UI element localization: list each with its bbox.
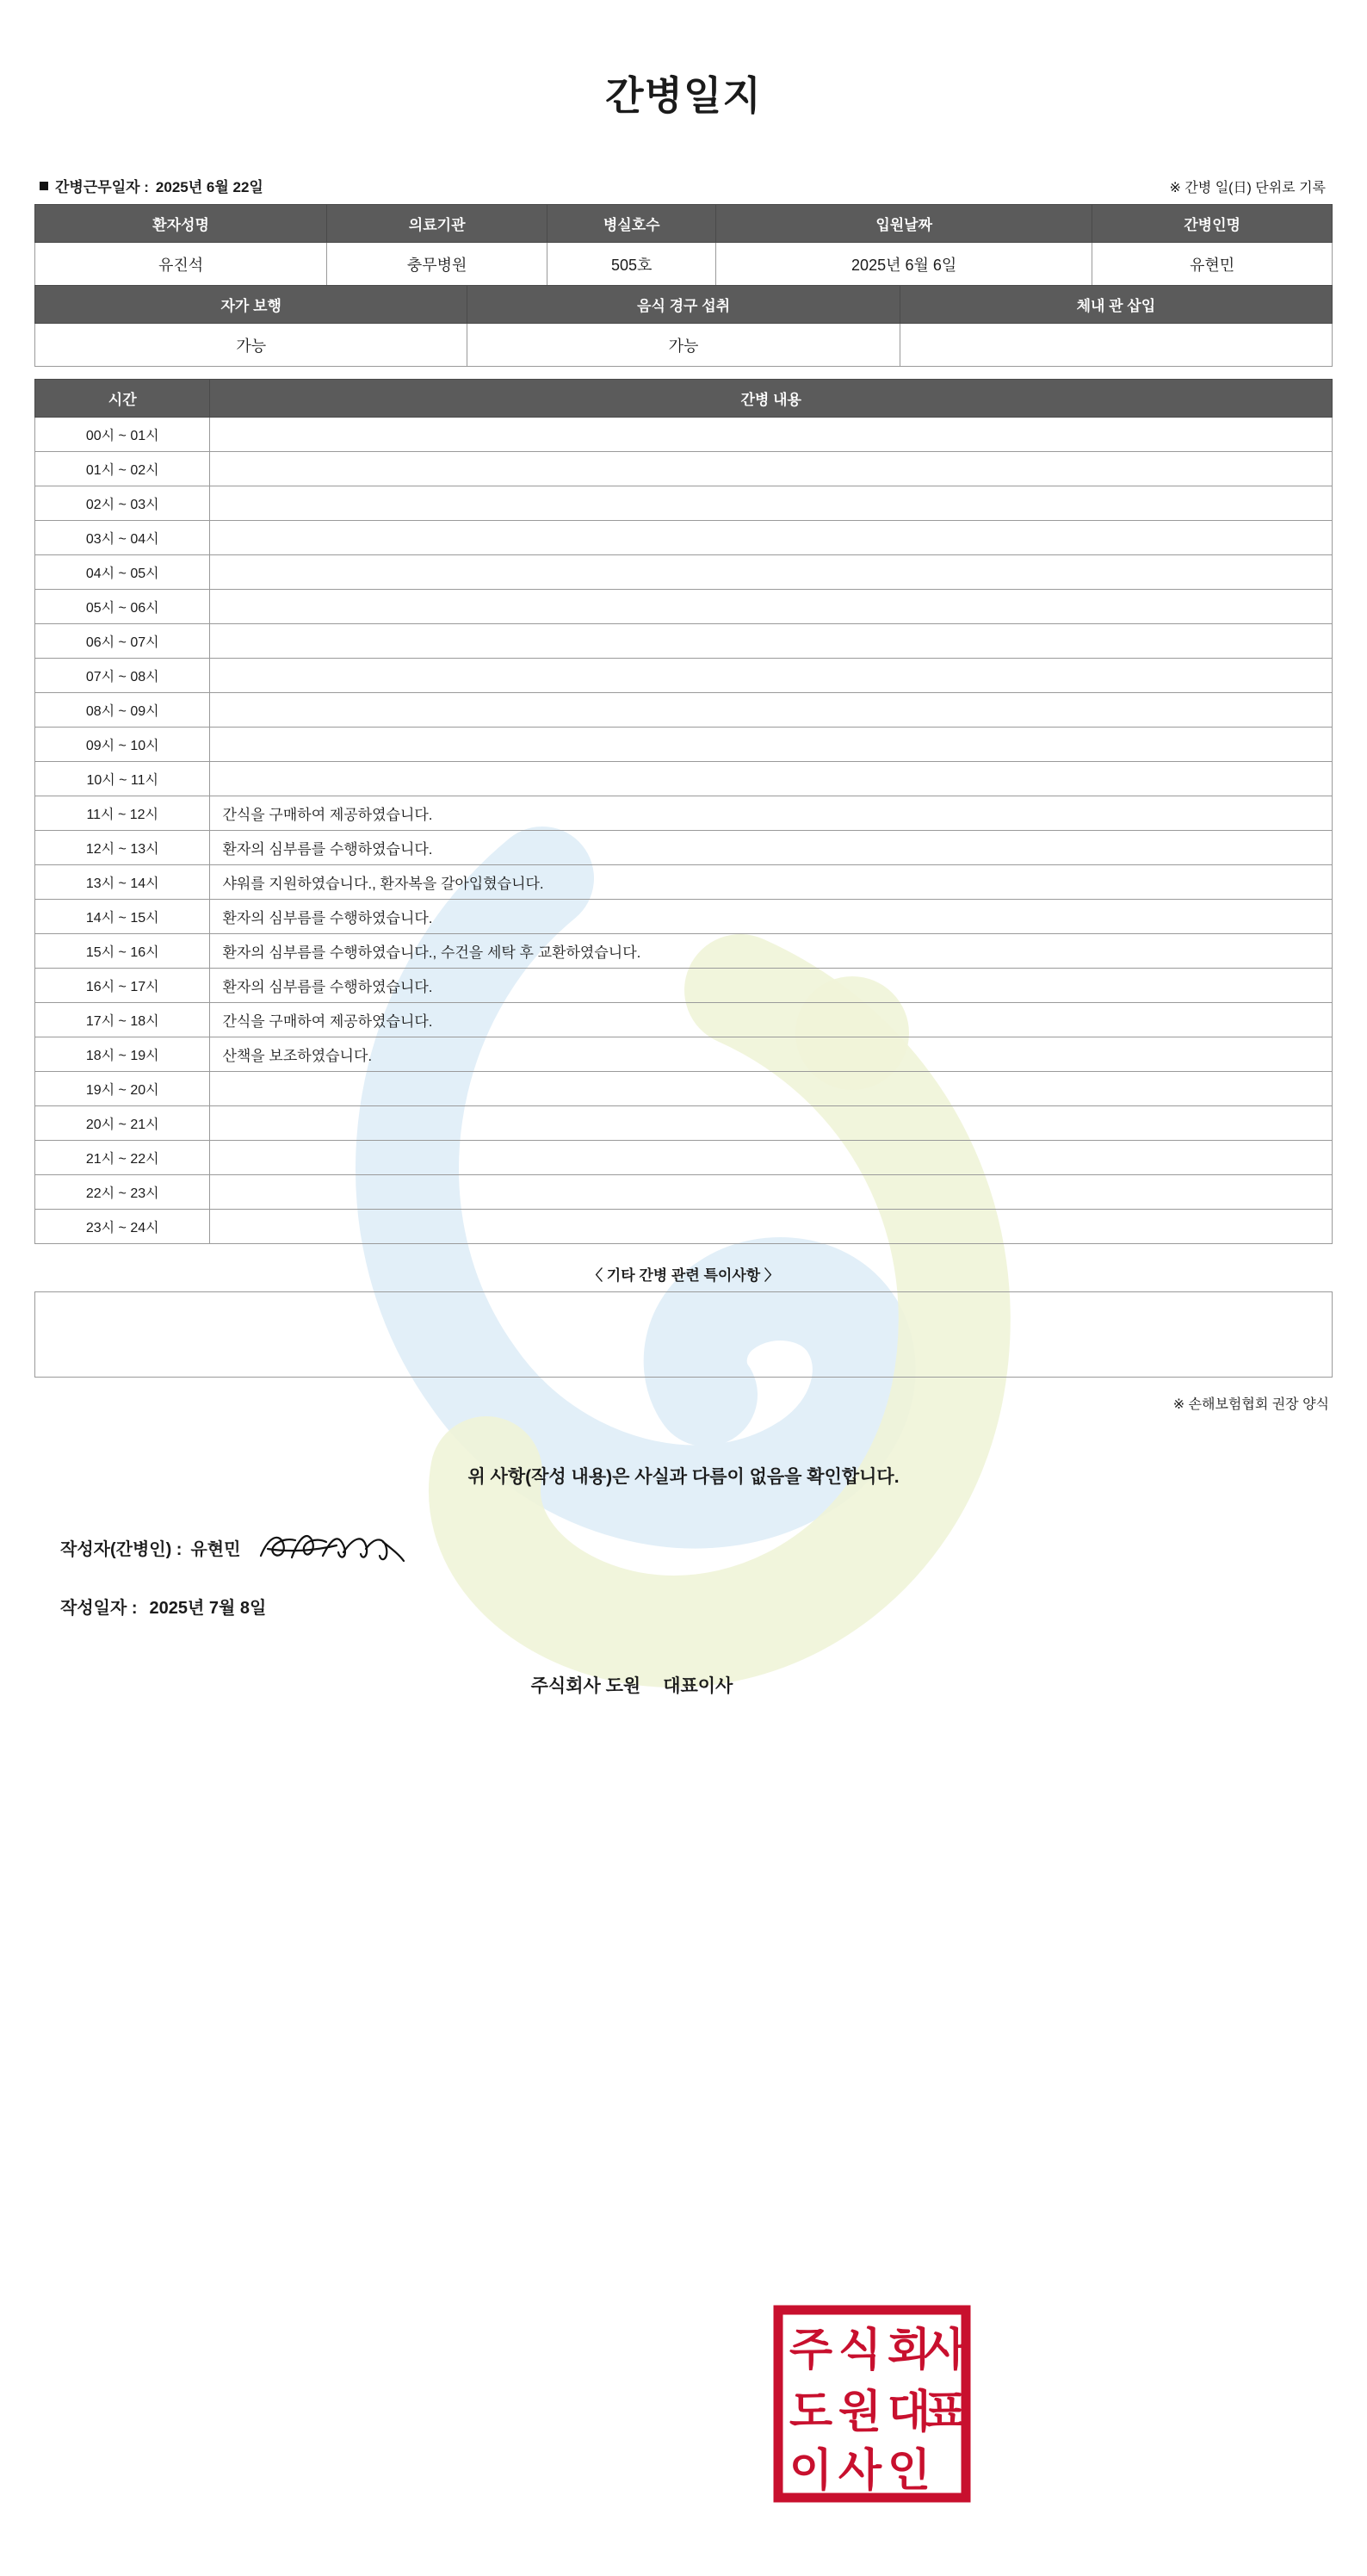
th-oral-intake: 음식 경구 섭취: [467, 286, 900, 324]
row-content[interactable]: [210, 1106, 1333, 1141]
row-time: 07시 ~ 08시: [35, 659, 210, 693]
row-content[interactable]: [210, 659, 1333, 693]
th-caregiver-name: 간병인명: [1092, 205, 1333, 243]
th-self-walking: 자가 보행: [35, 286, 467, 324]
row-content[interactable]: [210, 693, 1333, 728]
th-patient-name: 환자성명: [35, 205, 327, 243]
table-row: [35, 1106, 1333, 1141]
page-title: 간병일지: [605, 73, 762, 118]
row-time: 13시 ~ 14시: [35, 865, 210, 900]
table-row: [35, 521, 1333, 555]
table-row: [35, 900, 1333, 934]
table-row: [35, 452, 1333, 486]
row-time: 02시 ~ 03시: [35, 486, 210, 521]
row-time: 11시 ~ 12시: [35, 796, 210, 831]
svg-text:주: 주: [789, 2326, 833, 2375]
row-time: 19시 ~ 20시: [35, 1072, 210, 1106]
th-internal-tube: 체내 관 삽입: [900, 286, 1332, 324]
table-row: [35, 1072, 1333, 1106]
written-date-value: 2025년 7월 8일: [149, 1599, 267, 1618]
row-time: 10시 ~ 11시: [35, 762, 210, 796]
row-time: 23시 ~ 24시: [35, 1210, 210, 1244]
table-row: [35, 831, 1333, 865]
row-content[interactable]: [210, 486, 1333, 521]
td-patient-name: 유진석: [35, 243, 327, 286]
patient-info-table: [34, 204, 1333, 286]
row-content[interactable]: [210, 452, 1333, 486]
row-content[interactable]: 산책을 보조하였습니다.: [210, 1037, 1333, 1072]
subheader-row: [34, 175, 1333, 196]
td-internal-tube: [900, 324, 1332, 367]
td-oral-intake: 가능: [467, 324, 900, 367]
written-date-label: 작성일자 :: [60, 1599, 138, 1618]
th-hospital: 의료기관: [327, 205, 547, 243]
table-row: [35, 624, 1333, 659]
care-log-header-row: [35, 380, 1333, 418]
condition-header-row: [35, 286, 1333, 324]
row-content[interactable]: [210, 762, 1333, 796]
row-time: 01시 ~ 02시: [35, 452, 210, 486]
table-row: [35, 762, 1333, 796]
svg-text:원: 원: [838, 2388, 882, 2437]
table-row: [35, 418, 1333, 452]
row-time: 06시 ~ 07시: [35, 624, 210, 659]
patient-info-value-row: [35, 243, 1333, 286]
row-content[interactable]: [210, 1175, 1333, 1210]
td-self-walking: 가능: [35, 324, 467, 367]
confirmation-statement: 위 사항(작성 내용)은 사실과 다름이 없음을 확인합니다.: [467, 1467, 900, 1487]
table-row: [35, 1175, 1333, 1210]
condition-value-row: [35, 324, 1333, 367]
row-content[interactable]: 샤워를 지원하였습니다., 환자복을 갈아입혔습니다.: [210, 865, 1333, 900]
svg-text:사: 사: [838, 2447, 882, 2496]
company-stamp: [773, 2305, 971, 2507]
written-date-line: [34, 1594, 1333, 1619]
row-time: 20시 ~ 21시: [35, 1106, 210, 1141]
table-row: [35, 590, 1333, 624]
row-content[interactable]: 환자의 심부름를 수행하였습니다.: [210, 831, 1333, 865]
row-time: 05시 ~ 06시: [35, 590, 210, 624]
unit-note: ※ 간병 일(日) 단위로 기록: [1169, 181, 1326, 195]
row-content[interactable]: [210, 418, 1333, 452]
author-line: [34, 1526, 1333, 1568]
table-row: [35, 555, 1333, 590]
row-time: 12시 ~ 13시: [35, 831, 210, 865]
table-row: [35, 693, 1333, 728]
svg-text:회: 회: [887, 2326, 931, 2375]
row-content[interactable]: [210, 590, 1333, 624]
row-time: 16시 ~ 17시: [35, 969, 210, 1003]
author-label: 작성자(간병인) :: [60, 1539, 182, 1559]
row-content[interactable]: [210, 1141, 1333, 1175]
work-date-value: 2025년 6월 22일: [155, 179, 263, 195]
company-role: 대표이사: [663, 1676, 733, 1696]
row-content[interactable]: [210, 728, 1333, 762]
th-admission-date: 입원날짜: [716, 205, 1092, 243]
stamp-icon: [773, 2305, 971, 2503]
table-row: [35, 1141, 1333, 1175]
table-row: [35, 969, 1333, 1003]
row-time: 21시 ~ 22시: [35, 1141, 210, 1175]
table-row: [35, 1003, 1333, 1037]
th-care-content: 간병 내용: [210, 380, 1333, 418]
td-hospital: 충무병원: [327, 243, 547, 286]
svg-text:이: 이: [789, 2447, 833, 2496]
work-date-group: [40, 175, 263, 196]
table-row: [35, 796, 1333, 831]
row-time: 00시 ~ 01시: [35, 418, 210, 452]
svg-text:인: 인: [887, 2447, 931, 2496]
work-date-label: 간병근무일자 :: [55, 179, 149, 195]
row-time: 18시 ~ 19시: [35, 1037, 210, 1072]
row-content[interactable]: [210, 624, 1333, 659]
svg-text:표: 표: [923, 2388, 968, 2437]
bullet-square-icon: [40, 182, 48, 190]
svg-text:사: 사: [923, 2326, 968, 2375]
row-content[interactable]: 환자의 심부름를 수행하였습니다.: [210, 969, 1333, 1003]
patient-info-header-row: [35, 205, 1333, 243]
row-time: 08시 ~ 09시: [35, 693, 210, 728]
table-row: [35, 728, 1333, 762]
row-time: 03시 ~ 04시: [35, 521, 210, 555]
row-content[interactable]: [210, 1072, 1333, 1106]
th-time: 시간: [35, 380, 210, 418]
signature-icon: [254, 1526, 409, 1568]
row-time: 15시 ~ 16시: [35, 934, 210, 969]
row-content[interactable]: [210, 521, 1333, 555]
td-caregiver-name: 유현민: [1092, 243, 1333, 286]
row-time: 17시 ~ 18시: [35, 1003, 210, 1037]
company-name: 주식회사 도원: [530, 1676, 641, 1696]
table-row: [35, 1210, 1333, 1244]
row-time: 04시 ~ 05시: [35, 555, 210, 590]
svg-text:식: 식: [838, 2326, 882, 2375]
table-row: [35, 1037, 1333, 1072]
td-room-number: 505호: [547, 243, 716, 286]
company-line: [34, 1672, 1333, 1698]
row-time: 14시 ~ 15시: [35, 900, 210, 934]
svg-text:도: 도: [789, 2388, 833, 2437]
condition-table: [34, 285, 1333, 367]
table-row: [35, 659, 1333, 693]
row-content[interactable]: 환자의 심부름를 수행하였습니다.: [210, 900, 1333, 934]
care-log-body: [35, 418, 1333, 1244]
table-row: [35, 865, 1333, 900]
association-note: ※ 손해보험협회 권장 양식: [1172, 1397, 1329, 1412]
row-content[interactable]: 간식을 구매하여 제공하였습니다.: [210, 796, 1333, 831]
remarks-title: 〈 기타 간병 관련 특이사항 〉: [588, 1267, 779, 1284]
row-time: 09시 ~ 10시: [35, 728, 210, 762]
td-admission-date: 2025년 6월 6일: [716, 243, 1092, 286]
table-row: [35, 486, 1333, 521]
th-room-number: 병실호수: [547, 205, 716, 243]
remarks-box[interactable]: [34, 1291, 1333, 1378]
author-value: 유현민: [190, 1539, 241, 1559]
care-log-table: [34, 379, 1333, 1244]
row-content[interactable]: [210, 555, 1333, 590]
row-content[interactable]: [210, 1210, 1333, 1244]
row-content[interactable]: 환자의 심부름를 수행하였습니다., 수건을 세탁 후 교환하였습니다.: [210, 934, 1333, 969]
table-row: [35, 934, 1333, 969]
row-time: 22시 ~ 23시: [35, 1175, 210, 1210]
row-content[interactable]: 간식을 구매하여 제공하였습니다.: [210, 1003, 1333, 1037]
svg-text:대: 대: [887, 2388, 931, 2437]
